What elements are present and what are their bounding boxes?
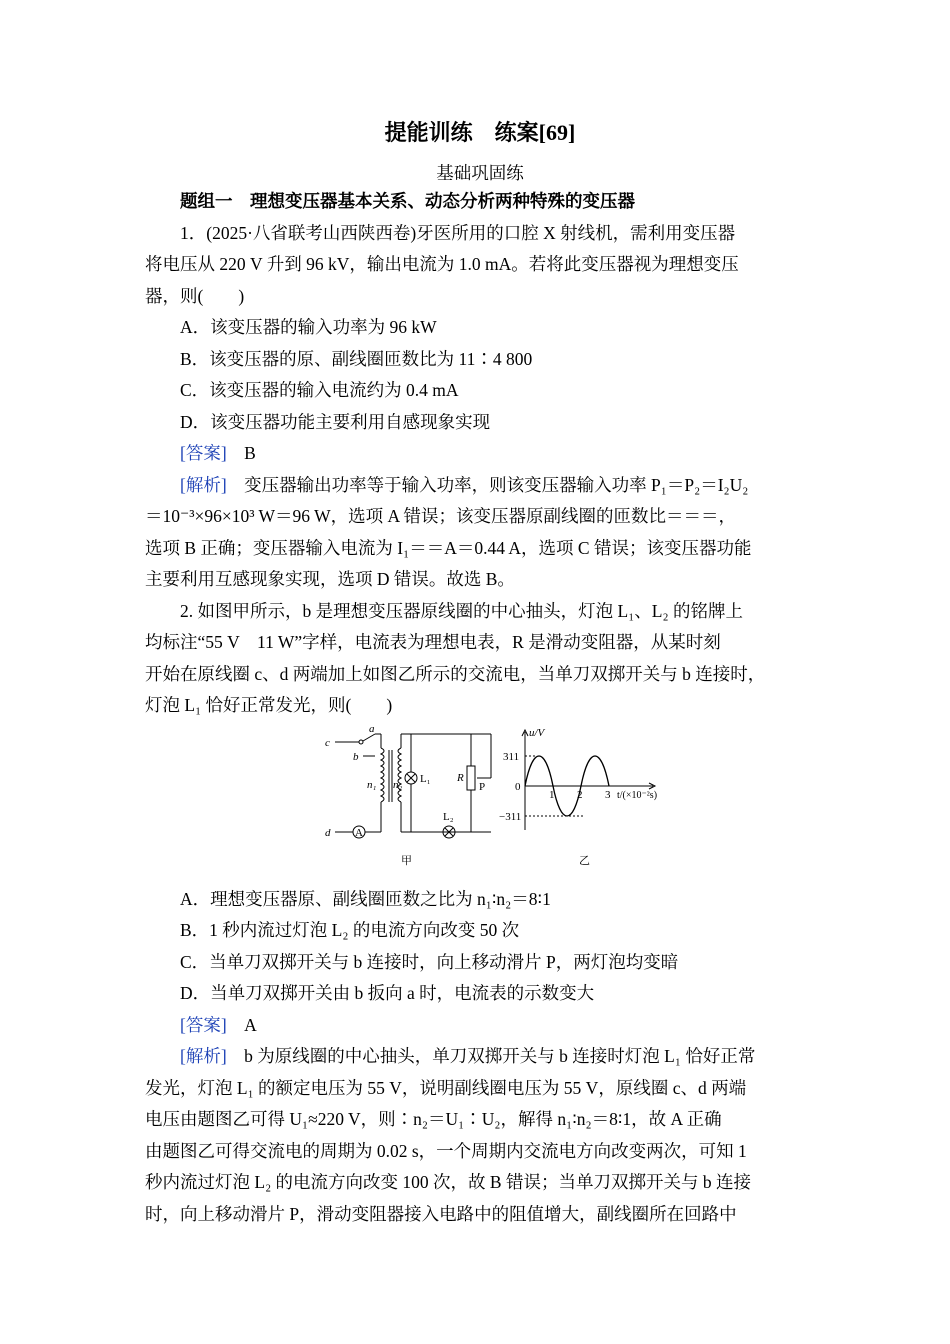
q2-answer-tag: [答案] xyxy=(180,1014,227,1035)
q1-line-1: 1．(2025·八省联考山西陕西卷)牙医所用的口腔 X 射线机，需利用变压器 xyxy=(180,222,736,243)
page-title: 提能训练 练案[69] xyxy=(384,120,576,145)
q1-option-b: B．该变压器的原、副线圈匝数比为 11∶4 800 xyxy=(180,348,533,369)
y-tick-311: 311 xyxy=(503,750,520,763)
q2-option-c: C．当单刀双掷开关与 b 连接时，向上移动滑片 P，两灯泡均变暗 xyxy=(180,951,679,972)
label-n2: n₂ xyxy=(393,778,403,791)
q2-line-2: 均标注“55 V 11 W”字样，电流表为理想电表，R 是滑动变阻器，从某时刻 xyxy=(145,632,721,652)
q2-analysis-line-6: 时，向上移动滑片 P，滑动变阻器接入电路中的阻值增大，副线圈所在回路中 xyxy=(145,1203,737,1224)
circuit-diagram xyxy=(335,734,491,838)
q2-option-b: B．1 秒内流过灯泡 L₂ 的电流方向改变 50 次 xyxy=(180,920,520,940)
circuit-and-graph-figure xyxy=(323,726,683,876)
q1-analysis-line-2: ＝10⁻³×96×10³ W＝96 W，选项 A 错误；该变压器原副线圈的匝数比＝＝＝， xyxy=(145,506,737,526)
label-d: d xyxy=(325,826,331,839)
q1-option-c: C．该变压器的输入电流约为 0.4 mA xyxy=(180,380,459,400)
x-axis-label: t/(×10⁻²s) xyxy=(617,789,658,801)
q1-answer-value: B xyxy=(244,443,256,463)
q1-answer-tag: [答案] xyxy=(180,443,227,463)
label-l2: L₂ xyxy=(443,810,454,823)
q2-analysis-line-1: b 为原线圈的中心抽头，单刀双掷开关与 b 连接时灯泡 L₁ 恰好正常 xyxy=(244,1046,756,1066)
q2-option-d: D．当单刀双掷开关由 b 扳向 a 时，电流表的示数变大 xyxy=(180,983,595,1003)
question-2 xyxy=(145,596,815,1231)
x-tick-3: 3 xyxy=(605,788,611,801)
q2-analysis-line-3: 电压由题图乙可得 U₁≈220 V，则∶n₂＝U₁∶U₂，解得 n₁∶n₂＝8∶1，故 A 正确 xyxy=(145,1109,722,1129)
q2-answer-row xyxy=(145,1010,815,1042)
label-c: c xyxy=(325,736,330,749)
q1-line-3: 器，则( ) xyxy=(145,285,245,306)
section-subtitle: 基础巩固练 xyxy=(436,163,524,183)
q2-analysis-line-4: 由题图乙可得交流电的周期为 0.02 s，一个周期内交流电方向改变两次，可知 1 xyxy=(145,1140,747,1161)
y-tick-0: 0 xyxy=(515,780,521,793)
q2-answer-value: A xyxy=(244,1014,257,1035)
ammeter-symbol: A xyxy=(355,826,363,839)
q2-line-1: 2. 如图甲所示，b 是理想变压器原线圈的中心抽头，灯泡 L₁、L₂ 的铭牌上 xyxy=(180,600,743,621)
q2-analysis-line-2: 发光，灯泡 L₁ 的额定电压为 55 V，说明副线圈电压为 55 V，原线圈 c、d 两端 xyxy=(145,1077,747,1098)
q1-analysis-line-4: 主要利用互感现象实现，选项 D 错误。故选 B。 xyxy=(145,569,515,589)
q1-analysis-tag: [解析] xyxy=(180,474,227,495)
q1-analysis-line-3: 选项 B 正确；变压器输入电流为 I₁＝＝A＝0.44 A，选项 C 错误；该变压器功能 xyxy=(145,537,752,558)
figure-caption-yi: 乙 xyxy=(579,854,590,867)
group-heading: 题组一 理想变压器基本关系、动态分析两种特殊的变压器 xyxy=(180,191,635,211)
label-b: b xyxy=(353,750,359,763)
x-tick-2: 2 xyxy=(577,788,583,801)
label-n1: n₁ xyxy=(367,778,377,791)
voltage-graph xyxy=(522,730,658,830)
y-axis-label: u/V xyxy=(529,726,545,739)
q2-analysis-line-5: 秒内流过灯泡 L₂ 的电流方向改变 100 次，故 B 错误；当单刀双掷开关与 b 连接 xyxy=(145,1172,751,1192)
q1-line-2: 将电压从 220 V 升到 96 kV，输出电流为 1.0 mA。若将此变压器视为理想变压 xyxy=(145,254,739,274)
x-tick-1: 1 xyxy=(549,788,555,801)
y-tick-neg311: −311 xyxy=(499,810,522,823)
q2-option-a: A．理想变压器原、副线圈匝数之比为 n₁∶n₂＝8∶1 xyxy=(180,888,551,909)
q2-line-3: 开始在原线圈 c、d 两端加上如图乙所示的交流电，当单刀双掷开关与 b 连接时， xyxy=(145,663,766,684)
circuit-labels xyxy=(325,726,485,867)
q1-answer-row xyxy=(145,438,815,470)
label-l1: L₁ xyxy=(420,772,431,785)
q1-option-d: D．该变压器功能主要利用自感现象实现 xyxy=(180,411,491,432)
q1-option-a: A．该变压器的输入功率为 96 kW xyxy=(180,317,437,337)
q2-figure xyxy=(145,726,815,878)
q2-analysis-row-1 xyxy=(145,1041,815,1073)
label-p: P xyxy=(479,780,486,793)
q2-line-4: 灯泡 L₁ 恰好正常发光，则( ) xyxy=(145,695,393,715)
graph-labels xyxy=(499,727,657,867)
label-a: a xyxy=(369,725,375,735)
q1-analysis-row-1 xyxy=(145,470,815,502)
q2-analysis-tag: [解析] xyxy=(180,1046,227,1066)
question-1 xyxy=(145,218,815,596)
label-r: R xyxy=(457,771,464,784)
q1-analysis-line-1: 变压器输出功率等于输入功率，则该变压器输入功率 P₁＝P₂＝I₂U₂ xyxy=(244,474,749,495)
document-page xyxy=(145,118,815,1230)
figure-caption-jia: 甲 xyxy=(401,854,412,867)
